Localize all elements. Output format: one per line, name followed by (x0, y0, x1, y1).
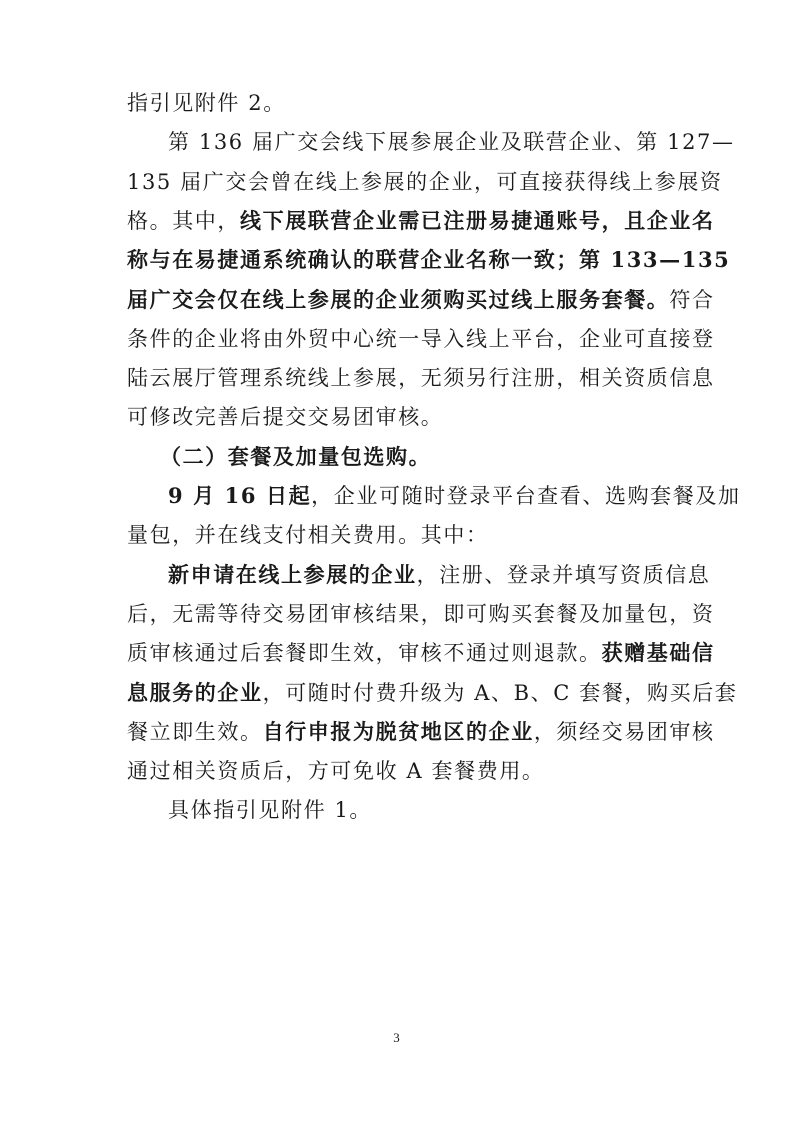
text-run-bold: 新申请在线上参展的企业 (168, 561, 417, 587)
text-run: 条件的企业将由外贸中心统一导入线上平台，企业可直接登 (127, 326, 715, 351)
text-line (127, 515, 793, 555)
text-run: 后，无需等待交易团审核结果，即可购买套餐及加量包，资 (127, 601, 715, 626)
text-line (127, 201, 793, 241)
text-run-bold: 线下展联营企业需已注册易捷通账号，且企业名 (240, 207, 715, 233)
text-run-bold: 自行申报为脱贫地区的企业 (262, 718, 534, 744)
text-run: 量包，并在线支付相关费用。其中： (127, 523, 489, 548)
text-line (127, 751, 793, 791)
text-line (168, 122, 793, 162)
text-run: 通过相关资质后，方可免收 A 套餐费用。 (127, 759, 545, 784)
text-line (127, 712, 793, 752)
text-line (168, 555, 793, 595)
text-run: 具体指引见附件 1。 (168, 798, 373, 823)
text-line (127, 594, 793, 634)
text-line (127, 240, 793, 280)
text-line (127, 83, 793, 123)
text-run-bold: 获赠基础信 (601, 640, 715, 666)
text-line (127, 633, 793, 673)
text-line (127, 280, 793, 320)
text-run: 格。其中， (127, 208, 240, 233)
text-run: ，须经交易团审核 (533, 719, 715, 744)
text-line (127, 319, 793, 359)
text-run: ，注册、登录并填写资质信息 (416, 562, 711, 587)
text-run-bold: 届广交会仅在线上参展的企业须购买过线上服务套餐。 (127, 286, 670, 312)
text-line (127, 358, 793, 398)
text-run-bold: （二）套餐及加量包选购。 (160, 443, 432, 469)
text-run: 符合 (669, 287, 715, 312)
text-run: ，企业可随时登录平台查看、选购套餐及加 (311, 484, 741, 508)
text-run: 第 136 届广交会线下展参展企业及联营企业、第 127— (168, 130, 735, 155)
page-number: 3 (393, 1030, 400, 1045)
text-line (127, 397, 793, 437)
text-run: 餐立即生效。 (127, 719, 263, 744)
text-line (168, 790, 793, 830)
text-run: 质审核通过后套餐即生效，审核不通过则退款。 (127, 641, 602, 666)
text-run-bold: 9 月 16 日起 (168, 483, 312, 508)
text-line (168, 476, 793, 516)
text-run: 指引见附件 2。 (127, 91, 286, 115)
text-run-bold: 息服务的企业 (127, 679, 263, 705)
text-run: ，可随时付费升级为 A、B、C 套餐，购买后套 (262, 680, 738, 705)
text-line (127, 673, 793, 713)
text-run: 135 届广交会曾在线上参展的企业，可直接获得线上参展资 (127, 169, 723, 194)
text-run: 可修改完善后提交交易团审核。 (127, 405, 444, 430)
text-run: 陆云展厅管理系统线上参展，无须另行注册，相关资质信息 (127, 366, 715, 391)
text-line (127, 162, 793, 202)
section-heading (160, 437, 793, 477)
text-run-bold: 称与在易捷通系统确认的联营企业名称一致；第 133—135 (127, 247, 731, 273)
